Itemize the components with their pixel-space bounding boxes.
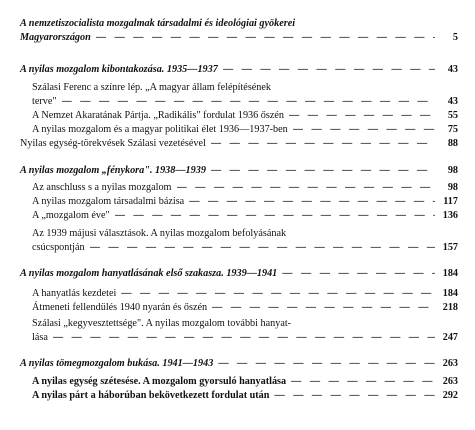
- toc-entry-text: Szálasi „kegyvesztettsége". A nyilas mozgalom további hanyat-: [32, 318, 292, 329]
- toc-page-number: 263: [442, 358, 458, 369]
- toc-chapter-line: [20, 268, 458, 280]
- toc-page-number: 55: [447, 110, 458, 121]
- toc-page-number: 88: [447, 138, 458, 149]
- toc-section-line: [32, 124, 458, 136]
- toc-section-line: [32, 376, 458, 388]
- toc-entry-text: Magyarországon: [20, 32, 91, 43]
- toc-section-line: [32, 390, 458, 402]
- toc-page-number: 157: [442, 242, 458, 253]
- toc-leader-dashes: [189, 196, 435, 208]
- toc-page-number: 98: [447, 165, 458, 176]
- toc-section-line: [32, 182, 458, 194]
- toc-entry-text: A nemzetiszocialista mozgalmak társadalmi és ideológiai gyökerei: [20, 18, 296, 29]
- toc-page-number: 247: [442, 332, 458, 343]
- toc-leader-dashes: [289, 110, 435, 122]
- toc-entry-text: Átmeneti fellendülés 1940 nyarán és őszén: [32, 302, 208, 313]
- toc-page-number: 292: [442, 390, 458, 401]
- toc-page-number: 5: [452, 32, 458, 43]
- toc-entry-text: csúcspontján: [32, 242, 85, 253]
- toc-page-number: 43: [447, 96, 458, 107]
- toc-leader-dashes: [212, 302, 435, 314]
- toc-leader-dashes: [211, 165, 435, 177]
- toc-leader-dashes: [223, 64, 435, 76]
- toc-leader-dashes: [96, 32, 435, 44]
- toc-chapter-line: [20, 32, 458, 44]
- toc-leader-dashes: [62, 96, 435, 108]
- toc-page-number: 218: [442, 302, 458, 313]
- toc-entry-text: A hanyatlás kezdetei: [32, 288, 117, 299]
- toc-page-number: 263: [442, 376, 458, 387]
- toc-leader-dashes: [121, 288, 435, 300]
- toc-entry-text: terve": [32, 96, 57, 107]
- toc-section-line: [32, 196, 458, 208]
- toc-leader-dashes: [177, 182, 436, 194]
- toc-chapter-line: [20, 358, 458, 370]
- toc-section-line: [20, 138, 458, 150]
- toc-leader-dashes: [115, 210, 435, 222]
- toc-chapter-line: [20, 165, 458, 177]
- toc-leader-dashes: [293, 124, 435, 136]
- toc-entry-text: Az 1939 májusi választások. A nyilas mozgalom befolyásának: [32, 228, 287, 239]
- toc-section-line: [32, 82, 458, 94]
- toc-leader-dashes: [291, 376, 435, 388]
- toc-leader-dashes: [274, 390, 435, 402]
- toc-leader-dashes: [282, 268, 435, 280]
- toc-entry-text: A nyilas mozgalom hanyatlásának első szakasza. 1939—1941: [20, 268, 278, 279]
- toc-page-number: 184: [442, 268, 458, 279]
- toc-section-line: [32, 288, 458, 300]
- toc-entry-text: A nyilas mozgalom kibontakozása. 1935—1937: [20, 64, 218, 75]
- toc-section-line: [32, 110, 458, 122]
- toc-section-line: [32, 242, 458, 254]
- toc-page-number: 98: [447, 182, 458, 193]
- toc-leader-dashes: [218, 358, 435, 370]
- toc-section-line: [32, 210, 458, 222]
- toc-page-number: 136: [442, 210, 458, 221]
- toc-leader-dashes: [53, 332, 435, 344]
- toc-page-number: 43: [447, 64, 458, 75]
- toc-entry-text: A nyilas egység szétesése. A mozgalom gyorsuló hanyatlása: [32, 376, 287, 387]
- toc-entry-text: Az anschluss s a nyilas mozgalom: [32, 182, 172, 193]
- toc-entry-text: A Nemzet Akaratának Pártja. „Radikális" fordulat 1936 őszén: [32, 110, 284, 121]
- toc-entry-text: Nyilas egység-törekvések Szálasi vezetésével: [20, 138, 206, 149]
- toc-chapter-line: [20, 18, 458, 30]
- toc-section-line: [32, 318, 458, 330]
- toc-section-line: [32, 332, 458, 344]
- toc-section-line: [32, 228, 458, 240]
- toc-leader-dashes: [211, 138, 435, 150]
- toc-entry-text: A nyilas párt a háborúban bekövetkezett fordulat után: [32, 390, 270, 401]
- toc-page-number: 184: [442, 288, 458, 299]
- toc-leader-dashes: [90, 242, 435, 254]
- toc-entry-text: A nyilas mozgalom és a magyar politikai élet 1936—1937-ben: [32, 124, 288, 135]
- toc-page-number: 75: [447, 124, 458, 135]
- toc-entry-text: A nyilas tömegmozgalom bukása. 1941—1943: [20, 358, 214, 369]
- toc-section-line: [32, 302, 458, 314]
- toc-entry-text: Szálasi Ferenc a színre lép. „A magyar állam felépítésének: [32, 82, 272, 93]
- toc-chapter-line: [20, 64, 458, 76]
- toc-entry-text: A „mozgalom éve": [32, 210, 110, 221]
- toc-section-line: [32, 96, 458, 108]
- toc-entry-text: A nyilas mozgalom társadalmi bázisa: [32, 196, 185, 207]
- toc-entry-text: A nyilas mozgalom „fénykora". 1938—1939: [20, 165, 206, 176]
- toc-page-number: 117: [443, 196, 458, 207]
- toc-entry-text: lása: [32, 332, 48, 343]
